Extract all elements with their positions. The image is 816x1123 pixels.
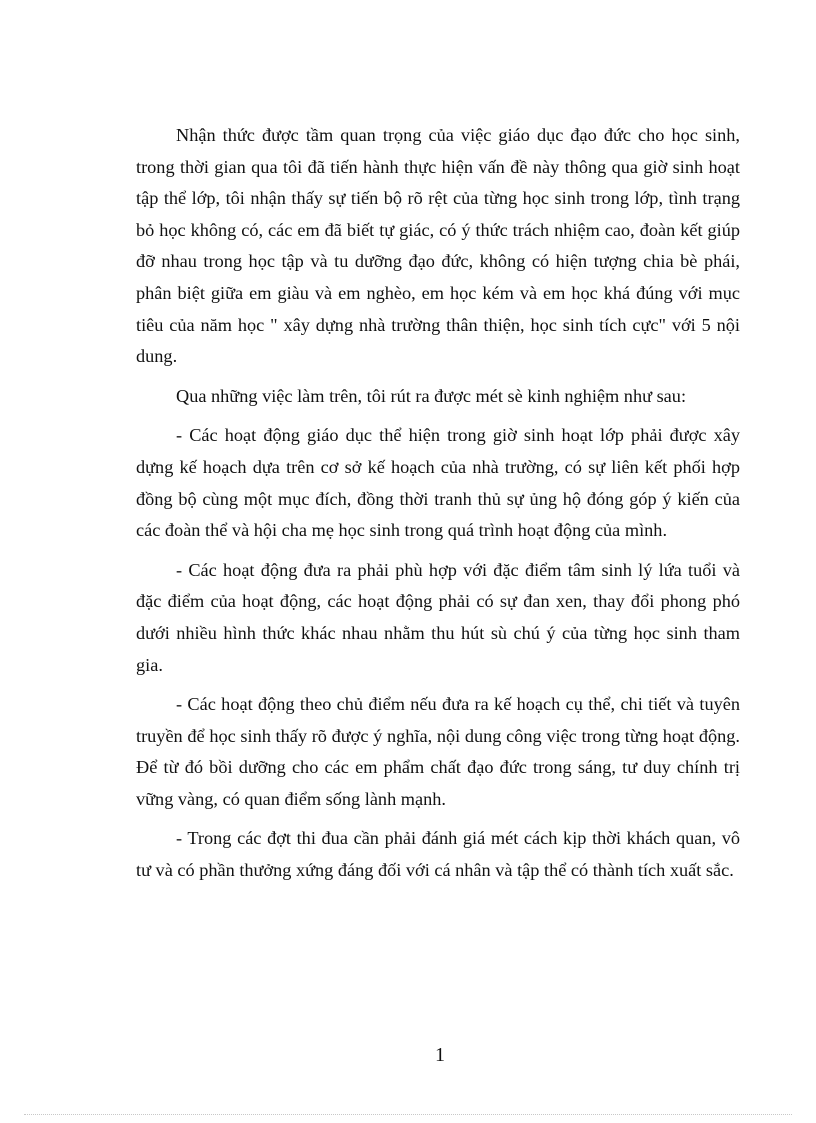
- page-bottom-edge: [24, 1114, 792, 1115]
- paragraph-experience-lead: Qua những việc làm trên, tôi rút ra được mét sè kinh nghiệm như sau:: [176, 385, 687, 406]
- body-text: [136, 120, 740, 887]
- paragraph-point-themes: - Các hoạt động theo chủ điểm nếu đưa ra kế hoạch cụ thể, chi tiết và tuyên truyền để học sinh thấy rõ được ý nghĩa, nội dung công việc trong từng hoạt động. Để từ đó bồi dưỡng cho các em phẩm chất đạo đức trong sáng, tư duy chính trị vững vàng, có quan điểm sống lành mạnh.: [136, 694, 740, 809]
- paragraph-point-planning: - Các hoạt động giáo dục thể hiện trong giờ sinh hoạt lớp phải được xây dựng kế hoạch dựa trên cơ sở kế hoạch của nhà trường, có sự liên kết phối hợp đồng bộ cùng một mục đích, đồng thời tranh thủ sự ủng hộ đóng góp ý kiến của các đoàn thể và hội cha mẹ học sinh trong quá trình hoạt động của mình.: [136, 425, 740, 541]
- paragraph-intro: Nhận thức được tầm quan trọng của việc giáo dục đạo đức cho học sinh, trong thời gian qua tôi đã tiến hành thực hiện vấn đề này thông qua giờ sinh hoạt tập thể lớp, tôi nhận thấy sự tiến bộ rõ rệt của từng học sinh trong lớp, tình trạng bỏ học không có, các em đã biết tự giác, có ý thức trách nhiệm cao, đoàn kết giúp đỡ nhau trong học tập và tu dưỡng đạo đức, không có hiện tượng chia bè phái, phân biệt giữa em giàu và em nghèo, em học kém và em học khá đúng với mục tiêu của năm học " xây dựng nhà trường thân thiện, học sinh tích cực" với 5 nội dung.: [136, 125, 740, 367]
- paragraph-point-evaluation: - Trong các đợt thi đua cần phải đánh giá mét cách kịp thời khách quan, vô tư và có phần thưởng xứng đáng đối với cá nhân và tập thể có thành tích xuất sắc.: [136, 828, 740, 881]
- page-number: 1: [435, 1044, 445, 1066]
- paragraph-point-suitability: - Các hoạt động đưa ra phải phù hợp với đặc điểm tâm sinh lý lứa tuổi và đặc điểm của hoạt động, các hoạt động phải có sự đan xen, thay đổi phong phó dưới nhiều hình thức khác nhau nhằm thu hút sù chú ý của từng học sinh tham gia.: [136, 559, 740, 675]
